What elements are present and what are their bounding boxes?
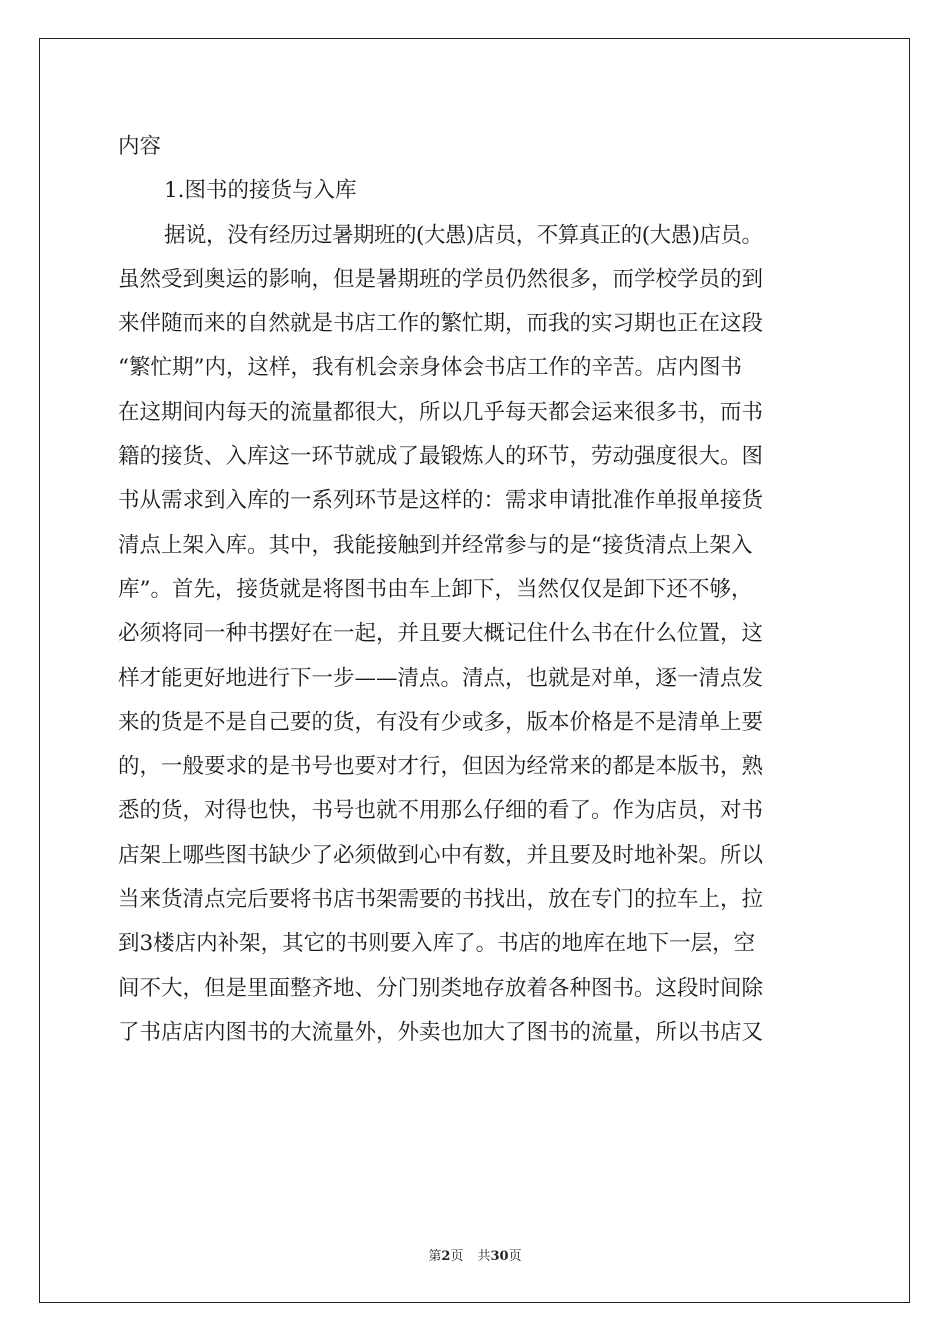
page-number: 2 xyxy=(441,1249,451,1264)
paragraph-line: 在这期间内每天的流量都很大，所以几乎每天都会运来很多书，而书 xyxy=(118,399,764,425)
paragraph-line: 悉的货，对得也快，书号也就不用那么仔细的看了。作为店员，对书 xyxy=(118,798,764,824)
paragraph-line: 到3楼店内补架，其它的书则要入库了。书店的地库在地下一层，空 xyxy=(118,931,756,957)
total-suffix: 页 xyxy=(508,1249,522,1264)
document-body xyxy=(118,125,858,1055)
paragraph-line: 籍的接货、入库这一环节就成了最锻炼人的环节，劳动强度很大。图 xyxy=(118,444,764,470)
total-prefix: 共 xyxy=(477,1249,491,1264)
paragraph-line: 来的货是不是自己要的货，有没有少或多，版本价格是不是清单上要 xyxy=(118,709,764,735)
page-footer xyxy=(0,1245,950,1264)
paragraph-line: 的，一般要求的是书号也要对才行，但因为经常来的都是本版书，熟 xyxy=(118,754,764,780)
paragraph-line: 来伴随而来的自然就是书店工作的繁忙期，而我的实习期也正在这段 xyxy=(118,311,764,337)
paragraph-line: 样才能更好地进行下一步——清点。清点，也就是对单，逐一清点发 xyxy=(118,665,764,691)
paragraph-line: 书从需求到入库的一系列环节是这样的：需求申请批准作单报单接货 xyxy=(118,488,764,514)
section-heading: 1.图书的接货与入库 xyxy=(164,178,357,204)
paragraph-line: 据说，没有经历过暑期班的(大愚)店员，不算真正的(大愚)店员。 xyxy=(164,222,763,248)
page-suffix: 页 xyxy=(450,1249,464,1264)
paragraph-line: 必须将同一种书摆好在一起，并且要大概记住什么书在什么位置，这 xyxy=(118,621,764,647)
paragraph-line: 清点上架入库。其中，我能接触到并经常参与的是“接货清点上架入 xyxy=(118,532,753,558)
page-prefix: 第 xyxy=(428,1249,442,1264)
paragraph-line: 了书店店内图书的大流量外，外卖也加大了图书的流量，所以书店又 xyxy=(118,1019,764,1045)
paragraph-line: 当来货清点完后要将书店书架需要的书找出，放在专门的拉车上，拉 xyxy=(118,887,764,913)
paragraph-line: 间不大，但是里面整齐地、分门别类地存放着各种图书。这段时间除 xyxy=(118,975,764,1001)
paragraph-line: 库”。首先，接货就是将图书由车上卸下，当然仅仅是卸下还不够， xyxy=(118,576,753,602)
section-label: 内容 xyxy=(118,134,162,159)
paragraph-line: 店架上哪些图书缺少了必须做到心中有数，并且要及时地补架。所以 xyxy=(118,842,764,868)
paragraph-line: “繁忙期”内，这样，我有机会亲身体会书店工作的辛苦。店内图书 xyxy=(118,355,742,381)
total-pages: 30 xyxy=(490,1249,509,1264)
paragraph-line: 虽然受到奥运的影响，但是暑期班的学员仍然很多，而学校学员的到 xyxy=(118,266,764,292)
